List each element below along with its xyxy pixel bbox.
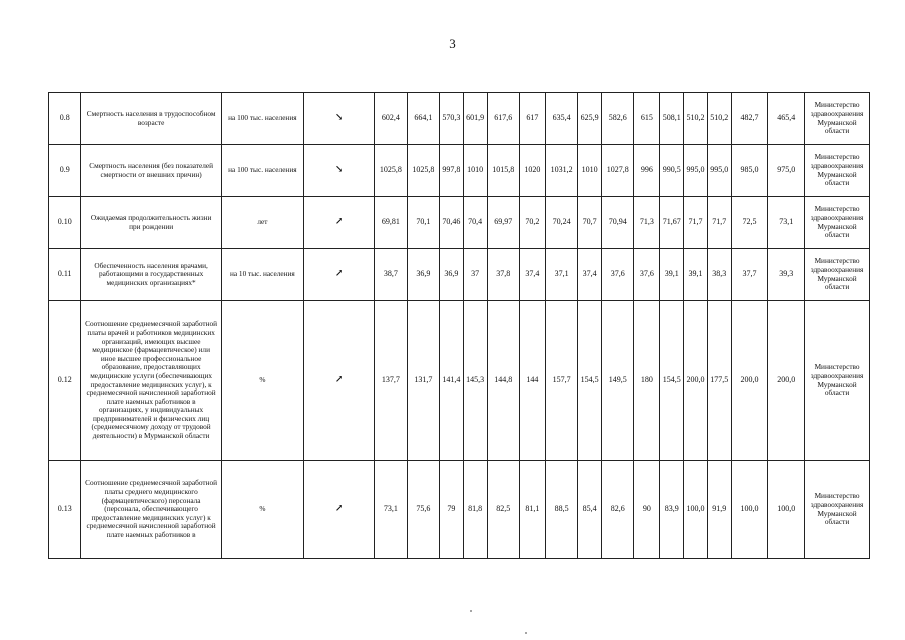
indicator-value: 664,1 xyxy=(407,93,439,145)
indicator-value: 70,94 xyxy=(602,197,634,249)
indicator-value: 177,5 xyxy=(707,301,731,461)
indicator-value: 157,7 xyxy=(545,301,577,461)
indicator-value: 154,5 xyxy=(578,301,602,461)
table-row xyxy=(49,249,870,301)
table-row xyxy=(49,301,870,461)
unit-of-measure: % xyxy=(221,461,303,559)
indicator-value: 617,6 xyxy=(487,93,519,145)
indicator-value: 37,4 xyxy=(519,249,545,301)
indicator-value: 995,0 xyxy=(707,145,731,197)
indicator-value: 39,1 xyxy=(684,249,708,301)
indicator-value: 1025,8 xyxy=(375,145,407,197)
unit-of-measure: % xyxy=(221,301,303,461)
indicator-value: 141,4 xyxy=(440,301,464,461)
responsible-executor: Министерство здравоохранения Мурманской области xyxy=(805,461,870,559)
indicator-value: 83,9 xyxy=(660,461,684,559)
row-index: 0.13 xyxy=(49,461,81,559)
scan-dot xyxy=(470,610,472,612)
indicator-value: 70,1 xyxy=(407,197,439,249)
responsible-executor: Министерство здравоохранения Мурманской области xyxy=(805,145,870,197)
trend-arrow-icon: ↗ xyxy=(303,301,374,461)
indicator-value: 100,0 xyxy=(731,461,768,559)
indicator-value: 70,2 xyxy=(519,197,545,249)
table-row xyxy=(49,461,870,559)
indicator-value: 617 xyxy=(519,93,545,145)
indicator-value: 137,7 xyxy=(375,301,407,461)
table-row xyxy=(49,145,870,197)
page-number: 3 xyxy=(449,36,456,51)
indicator-value: 149,5 xyxy=(602,301,634,461)
indicator-value: 1020 xyxy=(519,145,545,197)
unit-of-measure: на 100 тыс. населения xyxy=(221,145,303,197)
row-index: 0.8 xyxy=(49,93,81,145)
indicator-value: 625,9 xyxy=(578,93,602,145)
row-index: 0.11 xyxy=(49,249,81,301)
indicator-value: 200,0 xyxy=(684,301,708,461)
indicator-value: 154,5 xyxy=(660,301,684,461)
table-row xyxy=(49,197,870,249)
indicator-value: 131,7 xyxy=(407,301,439,461)
indicator-value: 1015,8 xyxy=(487,145,519,197)
responsible-executor: Министерство здравоохранения Мурманской области xyxy=(805,197,870,249)
indicator-name: Ожидаемая продолжительность жизни при рождении xyxy=(81,197,221,249)
indicator-value: 70,4 xyxy=(463,197,487,249)
indicator-value: 582,6 xyxy=(602,93,634,145)
indicator-value: 81,8 xyxy=(463,461,487,559)
indicator-value: 100,0 xyxy=(684,461,708,559)
indicators-table xyxy=(48,92,870,559)
indicator-value: 510,2 xyxy=(684,93,708,145)
indicator-value: 70,7 xyxy=(578,197,602,249)
indicator-value: 75,6 xyxy=(407,461,439,559)
indicator-name: Смертность населения в трудоспособном возрасте xyxy=(81,93,221,145)
indicator-value: 144,8 xyxy=(487,301,519,461)
indicator-value: 37 xyxy=(463,249,487,301)
indicator-value: 36,9 xyxy=(440,249,464,301)
unit-of-measure: лет xyxy=(221,197,303,249)
indicator-value: 71,67 xyxy=(660,197,684,249)
indicator-value: 36,9 xyxy=(407,249,439,301)
indicator-value: 37,6 xyxy=(634,249,660,301)
indicator-value: 990,5 xyxy=(660,145,684,197)
indicator-value: 69,97 xyxy=(487,197,519,249)
indicator-value: 37,6 xyxy=(602,249,634,301)
indicator-value: 200,0 xyxy=(768,301,805,461)
indicator-value: 1025,8 xyxy=(407,145,439,197)
responsible-executor: Министерство здравоохранения Мурманской области xyxy=(805,93,870,145)
indicator-value: 1027,8 xyxy=(602,145,634,197)
responsible-executor: Министерство здравоохранения Мурманской области xyxy=(805,249,870,301)
indicator-value: 71,3 xyxy=(634,197,660,249)
indicator-name: Смертность населения (без показателей смертности от внешних причин) xyxy=(81,145,221,197)
indicator-value: 91,9 xyxy=(707,461,731,559)
indicator-value: 601,9 xyxy=(463,93,487,145)
indicator-value: 1010 xyxy=(463,145,487,197)
indicator-value: 996 xyxy=(634,145,660,197)
indicator-name: Соотношение среднемесячной заработной платы врачей и работников медицинских организаций, имеющих высшее медицинское (фармацевтическое) или иное высшее профессиональное образование, предоставляющих медицинские услуги (обеспечивающих предоставление медицинских услуг), к среднемесячной начисленной заработной плате наемных работников в организациях, у индивидуальных предпринимателей и физических лиц (среднемесячному доходу от трудовой деятельности) в Мурманской области xyxy=(81,301,221,461)
indicator-value: 82,6 xyxy=(602,461,634,559)
indicator-value: 615 xyxy=(634,93,660,145)
indicator-value: 482,7 xyxy=(731,93,768,145)
indicator-value: 144 xyxy=(519,301,545,461)
responsible-executor: Министерство здравоохранения Мурманской области xyxy=(805,301,870,461)
indicator-value: 38,7 xyxy=(375,249,407,301)
indicator-value: 72,5 xyxy=(731,197,768,249)
indicator-value: 985,0 xyxy=(731,145,768,197)
indicator-value: 73,1 xyxy=(375,461,407,559)
row-index: 0.12 xyxy=(49,301,81,461)
indicator-name: Обеспеченность населения врачами, работающими в государственных медицинских организациях* xyxy=(81,249,221,301)
indicator-value: 995,0 xyxy=(684,145,708,197)
indicator-value: 508,1 xyxy=(660,93,684,145)
indicator-value: 1010 xyxy=(578,145,602,197)
indicator-value: 71,7 xyxy=(684,197,708,249)
indicator-value: 73,1 xyxy=(768,197,805,249)
indicator-value: 997,8 xyxy=(440,145,464,197)
trend-arrow-icon: ↘ xyxy=(303,145,374,197)
indicator-value: 38,3 xyxy=(707,249,731,301)
indicator-value: 37,4 xyxy=(578,249,602,301)
indicator-value: 37,8 xyxy=(487,249,519,301)
row-index: 0.10 xyxy=(49,197,81,249)
indicator-value: 82,5 xyxy=(487,461,519,559)
trend-arrow-icon: ↗ xyxy=(303,249,374,301)
indicator-value: 90 xyxy=(634,461,660,559)
unit-of-measure: на 10 тыс. населения xyxy=(221,249,303,301)
unit-of-measure: на 100 тыс. населения xyxy=(221,93,303,145)
indicator-value: 37,1 xyxy=(545,249,577,301)
indicator-name: Соотношение среднемесячной заработной платы среднего медицинского (фармацевтического) персонала (персонала, обеспечивающего предоставление медицинских услуг) к среднемесячной начисленной заработной плате наемных работников в xyxy=(81,461,221,559)
row-index: 0.9 xyxy=(49,145,81,197)
indicator-value: 71,7 xyxy=(707,197,731,249)
indicator-value: 85,4 xyxy=(578,461,602,559)
indicator-value: 70,46 xyxy=(440,197,464,249)
indicator-value: 39,1 xyxy=(660,249,684,301)
indicator-value: 465,4 xyxy=(768,93,805,145)
indicator-value: 602,4 xyxy=(375,93,407,145)
indicator-value: 100,0 xyxy=(768,461,805,559)
indicator-value: 635,4 xyxy=(545,93,577,145)
indicator-value: 81,1 xyxy=(519,461,545,559)
trend-arrow-icon: ↘ xyxy=(303,93,374,145)
indicator-value: 180 xyxy=(634,301,660,461)
indicator-value: 975,0 xyxy=(768,145,805,197)
table-row xyxy=(49,93,870,145)
indicator-value: 570,3 xyxy=(440,93,464,145)
indicator-value: 88,5 xyxy=(545,461,577,559)
indicator-value: 39,3 xyxy=(768,249,805,301)
indicator-value: 145,3 xyxy=(463,301,487,461)
indicator-value: 69,81 xyxy=(375,197,407,249)
trend-arrow-icon: ↗ xyxy=(303,461,374,559)
indicator-value: 1031,2 xyxy=(545,145,577,197)
trend-arrow-icon: ↗ xyxy=(303,197,374,249)
indicator-value: 200,0 xyxy=(731,301,768,461)
indicator-value: 510,2 xyxy=(707,93,731,145)
indicator-value: 37,7 xyxy=(731,249,768,301)
scan-dot xyxy=(525,632,527,634)
indicator-value: 70,24 xyxy=(545,197,577,249)
indicator-value: 79 xyxy=(440,461,464,559)
